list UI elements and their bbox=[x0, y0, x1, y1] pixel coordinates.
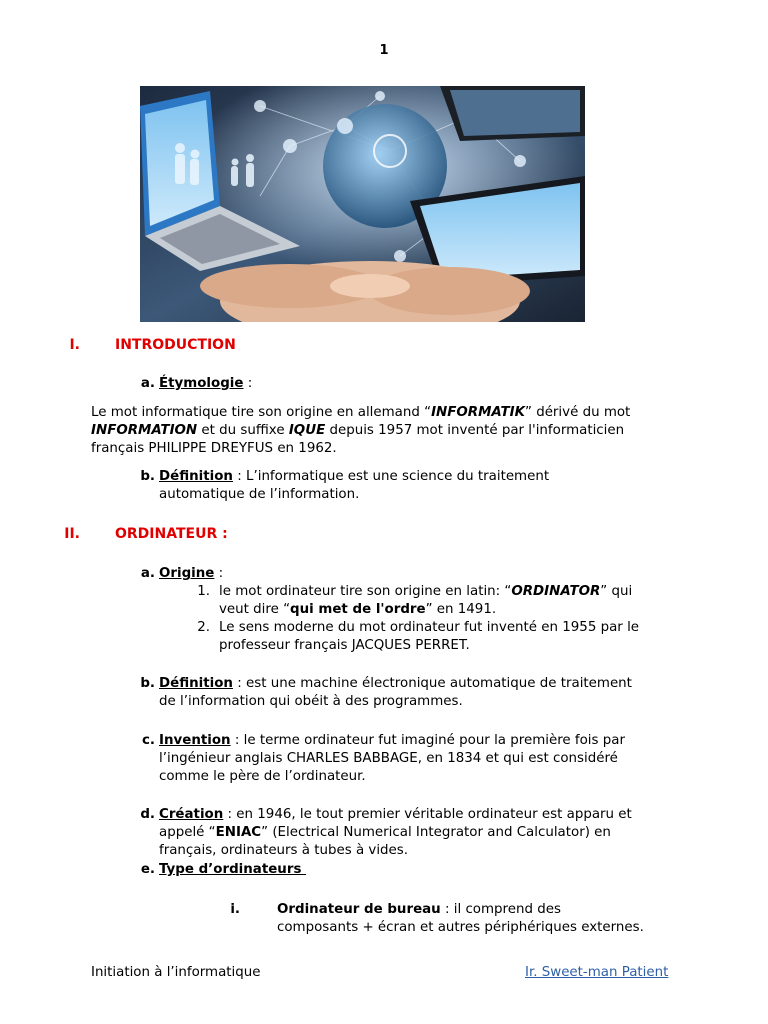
section-number: II. bbox=[64, 526, 80, 542]
hero-image bbox=[140, 86, 585, 322]
subheading-creation: d. Création : en 1946, le tout premier véritable ordinateur est apparu et appelé “ENIAC” (Electrical Numerical Integrator and Calculator) en français, ordinateurs à tubes à vides. bbox=[140, 807, 632, 858]
section-heading-introduction bbox=[40, 336, 340, 356]
paragraph-etymologie: Le mot informatique tire son origine en allemand “INFORMATIK” dérivé du mot INFORMATION et du suffixe IQUE depuis 1957 mot inventé par l'informaticien français PHILIPPE DREYFUS en 1962. bbox=[91, 405, 631, 456]
section-heading-ordinateur bbox=[40, 525, 340, 545]
technology-illustration bbox=[140, 86, 585, 322]
subheading-etymologie: a. Étymologie : bbox=[135, 375, 695, 395]
word-eniac: ENIAC bbox=[215, 825, 262, 840]
subheading-types: e. Type d’ordinateurs bbox=[140, 862, 307, 877]
subheading-definition-ordinateur: b. Définition : est une machine électronique automatique de traitement de l’information qui obéit à des programmes. bbox=[140, 676, 632, 709]
list-item: i. Ordinateur de bureau : il comprend des composants + écran et autres périphériques externes. bbox=[230, 902, 644, 935]
word-information: INFORMATION bbox=[91, 423, 198, 438]
list-item: 1. le mot ordinateur tire son origine en latin: “ORDINATOR” qui veut dire “qui met de l'ordre” en 1491. bbox=[197, 584, 633, 617]
term-origine: Origine bbox=[159, 566, 215, 581]
footer-title: Initiation à l’informatique bbox=[91, 965, 261, 980]
subheading-origine: a. Origine : bbox=[140, 566, 224, 581]
list-item: 2. Le sens moderne du mot ordinateur fut inventé en 1955 par le professeur français JACQUES PERRET. bbox=[197, 620, 640, 653]
subheading-invention: c. Invention : le terme ordinateur fut imaginé pour la première fois par l’ingénieur anglais CHARLES BABBAGE, en 1834 et qui est considéré comme le père de l’ordinateur. bbox=[141, 733, 625, 784]
section-title: ORDINATEUR : bbox=[115, 526, 228, 542]
item-letter: a. bbox=[140, 376, 155, 391]
word-ordinator: ORDINATOR bbox=[511, 584, 601, 599]
subheading-definition-informatique: b. Définition : L’informatique est une science du traitement automatique de l’information. bbox=[140, 469, 550, 502]
word-ique: IQUE bbox=[288, 423, 326, 438]
section-title: INTRODUCTION bbox=[115, 337, 236, 353]
page-number: 1 bbox=[379, 43, 389, 58]
phrase-qui-met-de-lordre: qui met de l'ordre bbox=[290, 602, 426, 617]
term-definition: Définition bbox=[159, 469, 233, 484]
footer-author-link[interactable]: Ir. Sweet-man Patient bbox=[525, 965, 669, 980]
section-number: I. bbox=[69, 337, 80, 353]
term-invention: Invention bbox=[159, 733, 231, 748]
word-informatik: INFORMATIK bbox=[431, 405, 525, 420]
term-definition: Définition bbox=[159, 676, 233, 691]
term-types: Type d’ordinateurs bbox=[159, 862, 307, 877]
term-etymologie: Étymologie bbox=[159, 376, 244, 391]
term-ordinateur-de-bureau: Ordinateur de bureau bbox=[277, 902, 441, 917]
term-creation: Création bbox=[159, 807, 224, 822]
